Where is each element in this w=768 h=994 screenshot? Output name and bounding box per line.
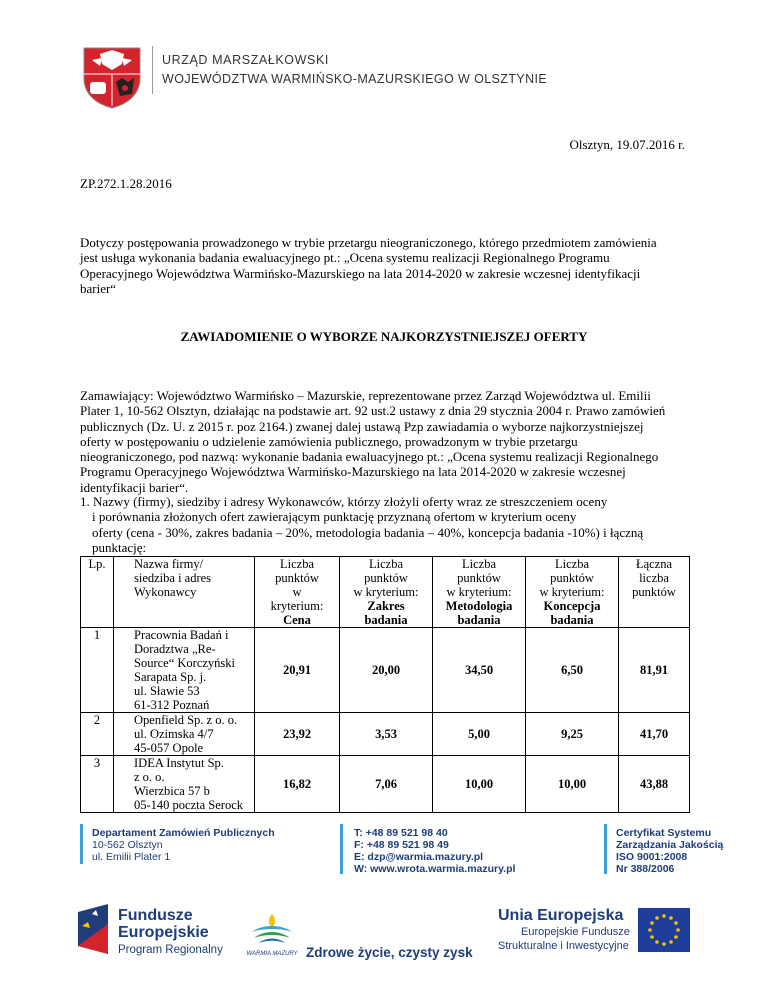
header-name-line: Nazwa firmy/ (134, 557, 204, 571)
department-street: ul. Emilii Plater 1 (92, 851, 171, 863)
row-lp: 1 (81, 628, 114, 713)
header-name (114, 557, 255, 628)
subject-line: barier“ (80, 280, 117, 296)
footer-accent-bar (340, 824, 343, 874)
point-1-line: oferty (cena - 30%, zakres badania – 20%, metodologia badania – 40%, koncepcja badania -10%) i łączną (92, 524, 644, 540)
row-name (114, 628, 255, 713)
header-concept-bold: Koncepcja (543, 599, 601, 613)
table-row (81, 628, 690, 713)
header-scope-line: Liczba (368, 557, 403, 571)
row-scope: 20,00 (340, 628, 433, 713)
fe-title-line2: Europejskie (118, 924, 209, 941)
eu-flag-icon (638, 908, 690, 952)
header-scope-bold: Zakres (367, 599, 405, 613)
header-concept (526, 557, 619, 628)
row-total: 81,91 (619, 628, 690, 713)
body-line: identyfikacji barier“. (80, 479, 189, 495)
fe-program-label: Program Regionalny (118, 944, 223, 956)
header-scope-line: w kryterium: (353, 585, 419, 599)
header-concept-line: Liczba (554, 557, 589, 571)
row-name-line: ul. Ozimska 4/7 (134, 727, 214, 741)
header-price-line: punktów (275, 571, 319, 585)
header-price-line: kryterium: (270, 599, 324, 613)
row-name-line: Source“ Korczyński (134, 656, 236, 670)
row-concept: 6,50 (526, 628, 619, 713)
body-line: Programu Operacyjnego Województwa Warmińsko-Mazurskiego na lata 2014-2020 w zakresie wczesnej (80, 464, 626, 480)
row-name (114, 713, 255, 756)
wm-logo-text: WARMIA MAZURY (246, 951, 298, 957)
row-scope: 3,53 (340, 713, 433, 756)
body-line: nieograniczonego, pod nazwą: wykonanie badania ewaluacyjnego pt.: „Ocena systemu realizacji Regionalnego (80, 449, 659, 465)
certificate-line: Certyfikat Systemu (616, 827, 712, 839)
certificate-line: Zarządzania Jakością (616, 839, 724, 851)
point-1-line: punktację: (92, 539, 147, 555)
warmia-mazury-logo-icon (246, 910, 298, 958)
row-name-line: IDEA Instytut Sp. (134, 756, 224, 770)
point-1-line: 1. Nazwy (firmy), siedziby i adresy Wykonawców, którzy złożyli oferty wraz ze streszczeniem oceny (80, 494, 608, 509)
row-method: 34,50 (433, 628, 526, 713)
row-total: 43,88 (619, 756, 690, 813)
row-method: 5,00 (433, 713, 526, 756)
header-price-line: Liczba (279, 557, 314, 571)
subject-line: Operacyjnego Województwa Warmińsko-Mazurskiego na lata 2014-2020 w zakresie wczesnej identyfikacji (80, 265, 641, 281)
row-total: 41,70 (619, 713, 690, 756)
contact-fax: F: +48 89 521 98 49 (354, 839, 449, 851)
ue-funds-line: Europejskie Fundusze (521, 926, 630, 938)
subject-paragraph (80, 235, 688, 296)
header-concept-line: punktów (550, 571, 594, 585)
body-paragraph (80, 388, 688, 495)
header-concept-line: w kryterium: (539, 585, 605, 599)
header-concept-bold: badania (550, 613, 594, 627)
row-scope: 7,06 (340, 756, 433, 813)
row-name-line: z o. o. (134, 770, 165, 784)
body-line: oferty w postępowaniu o udzielenie zamówienia publicznego, prowadzonym w trybie przetargu (80, 433, 578, 449)
row-lp: 2 (81, 713, 114, 756)
body-line: Zamawiający: Województwo Warmińsko – Mazurskie, reprezentowane przez Zarząd Województwa ul. Emilii (80, 388, 651, 403)
reference-number: ZP.272.1.28.2016 (80, 176, 172, 191)
header-price (255, 557, 340, 628)
header-total-line: Łączna (635, 557, 673, 571)
contact-email: E: dzp@warmia.mazury.pl (354, 851, 484, 863)
header-method-bold: Metodologia (445, 599, 513, 613)
header-divider (152, 46, 153, 94)
header-scope-line: punktów (364, 571, 408, 585)
table-row (81, 713, 690, 756)
document-title: ZAWIADOMIENIE O WYBORZE NAJKORZYSTNIEJSZEJ OFERTY (180, 329, 588, 344)
department-city: 10-562 Olsztyn (92, 839, 163, 851)
header-total-line: liczba (639, 571, 669, 585)
row-name-line: Wierzbica 57 b (134, 784, 210, 798)
body-line: Plater 1, 10-562 Olsztyn, działając na podstawie art. 92 ust.2 ustawy z dnia 29 stycznia 2004 r. Prawo zamówień (80, 403, 666, 419)
row-name-line: Sarapata Sp. j. (134, 670, 207, 684)
row-name-line: 61-312 Poznań (134, 698, 210, 712)
offers-table (80, 556, 690, 813)
header-method-line: w kryterium: (446, 585, 512, 599)
department-name: Departament Zamówień Publicznych (92, 827, 275, 839)
contact-phone: T: +48 89 521 98 40 (354, 827, 448, 839)
row-name-line: Doradztwa „Re- (134, 642, 216, 656)
header-scope (340, 557, 433, 628)
table-header-row (81, 557, 690, 628)
ue-title: Unia Europejska (498, 907, 624, 924)
slogan: Zdrowe życie, czysty zysk (306, 945, 473, 960)
subject-line: Dotyczy postępowania prowadzonego w trybie przetargu nieograniczonego, którego przedmiotem zamówienia (80, 235, 657, 250)
header-price-line: w (292, 585, 302, 599)
row-name-line: 05-140 poczta Serock (134, 798, 243, 812)
certificate-line: ISO 9001:2008 (616, 851, 688, 863)
row-price: 23,92 (255, 713, 340, 756)
point-1-line: i porównania złożonych ofert zawierającym punktację przyznaną ofertom w kryterium oceny (92, 509, 577, 525)
document-date: Olsztyn, 19.07.2016 r. (569, 137, 685, 152)
row-name (114, 756, 255, 813)
footer-accent-bar (80, 824, 83, 864)
header-method-line: punktów (457, 571, 501, 585)
header-lp: Lp. (81, 557, 114, 628)
ue-funds-line2: Strukturalne i Inwestycyjne (498, 940, 629, 952)
row-name-line: Openfield Sp. z o. o. (134, 713, 238, 727)
row-name-line: Pracownia Badań i (134, 628, 229, 642)
header-total-line: punktów (632, 585, 676, 599)
row-concept: 10,00 (526, 756, 619, 813)
header-name-line: Wykonawcy (134, 585, 197, 599)
footer-accent-bar (604, 824, 607, 874)
row-price: 16,82 (255, 756, 340, 813)
coat-of-arms-icon (80, 44, 144, 110)
org-name-line2: WOJEWÓDZTWA WARMIŃSKO-MAZURSKIEGO W OLSZTYNIE (162, 72, 548, 86)
row-name-line: ul. Sławie 53 (134, 684, 200, 698)
row-method: 10,00 (433, 756, 526, 813)
certificate-line: Nr 388/2006 (616, 863, 675, 875)
row-concept: 9,25 (526, 713, 619, 756)
row-lp: 3 (81, 756, 114, 813)
row-name-line: 45-057 Opole (134, 741, 204, 755)
contact-website: W: www.wrota.warmia.mazury.pl (354, 863, 516, 875)
header-method-line: Liczba (461, 557, 496, 571)
fundusze-europejskie-logo-icon (78, 904, 108, 954)
header-method-bold: badania (457, 613, 501, 627)
row-price: 20,91 (255, 628, 340, 713)
fe-title-line1: Fundusze (118, 907, 193, 924)
header-price-bold: Cena (283, 613, 311, 627)
header-name-line: siedziba i adres (134, 571, 212, 585)
header-method (433, 557, 526, 628)
header-total (619, 557, 690, 628)
subject-line: jest usługa wykonania badania ewaluacyjnego pt.: „Ocena systemu realizacji Regionalnego Programu (80, 250, 610, 266)
point-1 (80, 494, 688, 555)
org-name-line1: URZĄD MARSZAŁKOWSKI (162, 53, 329, 67)
header-scope-bold: badania (364, 613, 408, 627)
table-row (81, 756, 690, 813)
body-line: publicznych (Dz. U. z 2015 r. poz 2164.) zwanej dalej ustawą Pzp zawiadamia o wyborze najkorzystniejszej (80, 418, 644, 434)
